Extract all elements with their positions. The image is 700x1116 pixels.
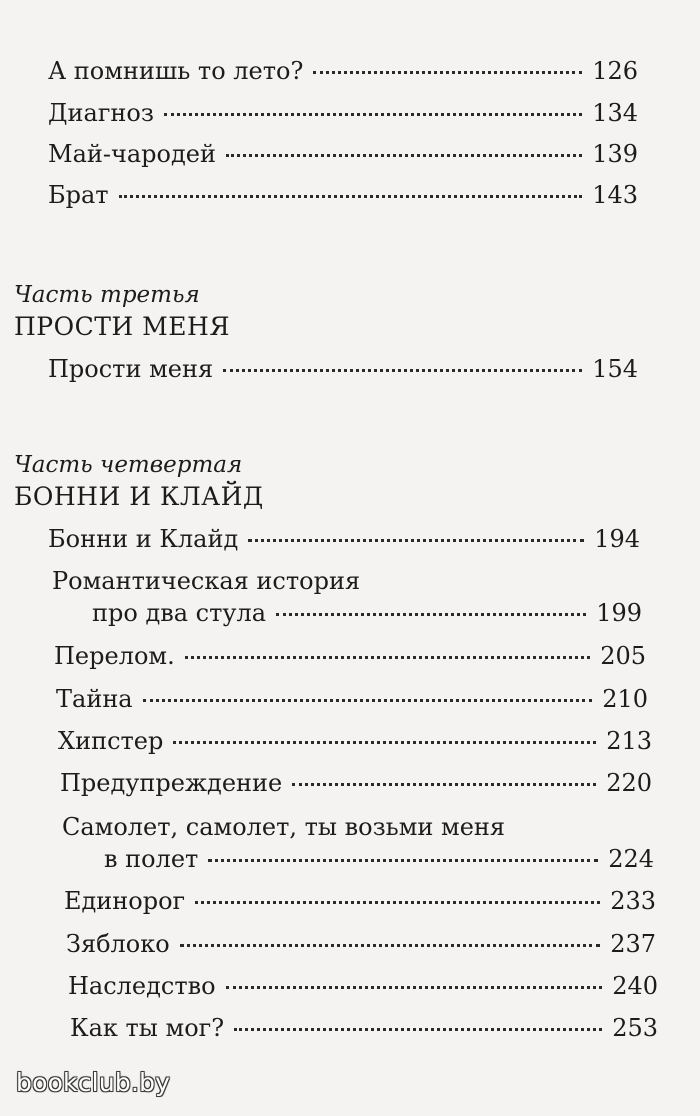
- toc-leader-dots: [223, 369, 582, 372]
- toc-entry-title-line1: Самолет, самолет, ты возьми меня: [62, 813, 506, 841]
- toc-entry-page: 213: [606, 727, 652, 755]
- toc-entry: [54, 641, 646, 671]
- toc-entry-title: в полет: [104, 845, 199, 873]
- toc-entry: [48, 524, 640, 554]
- toc-entry: [92, 598, 642, 628]
- toc-leader-dots: [180, 944, 601, 947]
- toc-entry-page: 220: [606, 769, 652, 797]
- toc-entry-title: Хипстер: [58, 727, 164, 755]
- toc-leader-dots: [164, 113, 582, 116]
- toc-entry-page: 237: [610, 930, 656, 958]
- toc-entry-page: 199: [596, 599, 642, 627]
- toc-entry: [48, 354, 638, 384]
- toc-entry: [64, 886, 656, 916]
- toc-entry-page: 194: [594, 525, 640, 553]
- toc-entry: [66, 929, 656, 959]
- toc-leader-dots: [226, 986, 603, 989]
- toc-entry: [48, 139, 638, 169]
- toc-entry: [48, 98, 638, 128]
- toc-entry-title: Единорог: [64, 887, 186, 915]
- toc-leader-dots: [195, 901, 600, 904]
- toc-entry-title: Диагноз: [48, 99, 154, 127]
- toc-entry: [60, 768, 652, 798]
- toc-leader-dots: [234, 1028, 602, 1031]
- toc-entry-page: 210: [602, 685, 648, 713]
- toc-entry-page: 253: [612, 1014, 658, 1042]
- toc-leader-dots: [185, 656, 590, 659]
- toc-entry: [48, 56, 638, 86]
- toc-leader-dots: [119, 195, 583, 198]
- toc-entry: [70, 1013, 658, 1043]
- toc-leader-dots: [292, 783, 596, 786]
- part-title: БОННИ И КЛАЙД: [14, 482, 264, 511]
- toc-entry: [48, 180, 638, 210]
- toc-entry-page: 154: [592, 355, 638, 383]
- part-label: Часть четвертая: [14, 452, 243, 478]
- toc-leader-dots: [276, 613, 586, 616]
- toc-entry-page: 224: [608, 845, 654, 873]
- toc-leader-dots: [248, 539, 584, 542]
- toc-entry-title: Прости меня: [48, 355, 214, 383]
- part-label: Часть третья: [14, 282, 200, 308]
- toc-entry: [56, 684, 648, 714]
- toc-entry-page: 134: [592, 99, 638, 127]
- watermark: bookclub.by: [16, 1068, 171, 1097]
- toc-entry: [68, 971, 658, 1001]
- toc-entry-title: А помнишь то лето?: [48, 57, 304, 85]
- toc-entry-title: Как ты мог?: [70, 1014, 225, 1042]
- toc-entry: [104, 844, 654, 874]
- toc-leader-dots: [173, 741, 596, 744]
- toc-entry-title: Тайна: [56, 685, 133, 713]
- toc-leader-dots: [143, 699, 593, 702]
- toc-entry-page: 143: [592, 181, 638, 209]
- toc-entry-title: Бонни и Клайд: [48, 525, 239, 553]
- toc-entry-title: Перелом.: [54, 642, 175, 670]
- toc-entry-title: Предупреждение: [60, 769, 283, 797]
- toc-entry-title: про два стула: [92, 599, 267, 627]
- toc-entry: [58, 726, 652, 756]
- toc-entry-page: 205: [600, 642, 646, 670]
- toc-leader-dots: [313, 71, 582, 74]
- toc-leader-dots: [208, 859, 598, 862]
- toc-entry-title-line1: Романтическая история: [52, 567, 361, 595]
- toc-entry-page: 233: [610, 887, 656, 915]
- part-title: ПРОСТИ МЕНЯ: [14, 312, 231, 341]
- toc-entry-title: Зяблоко: [66, 930, 170, 958]
- toc-entry-title: Наследство: [68, 972, 216, 1000]
- toc-entry-title: Май-чародей: [48, 140, 216, 168]
- toc-entry-title: Брат: [48, 181, 109, 209]
- toc-entry-page: 240: [612, 972, 658, 1000]
- toc-leader-dots: [226, 154, 582, 157]
- toc-entry-page: 126: [592, 57, 638, 85]
- toc-entry-page: 139: [592, 140, 638, 168]
